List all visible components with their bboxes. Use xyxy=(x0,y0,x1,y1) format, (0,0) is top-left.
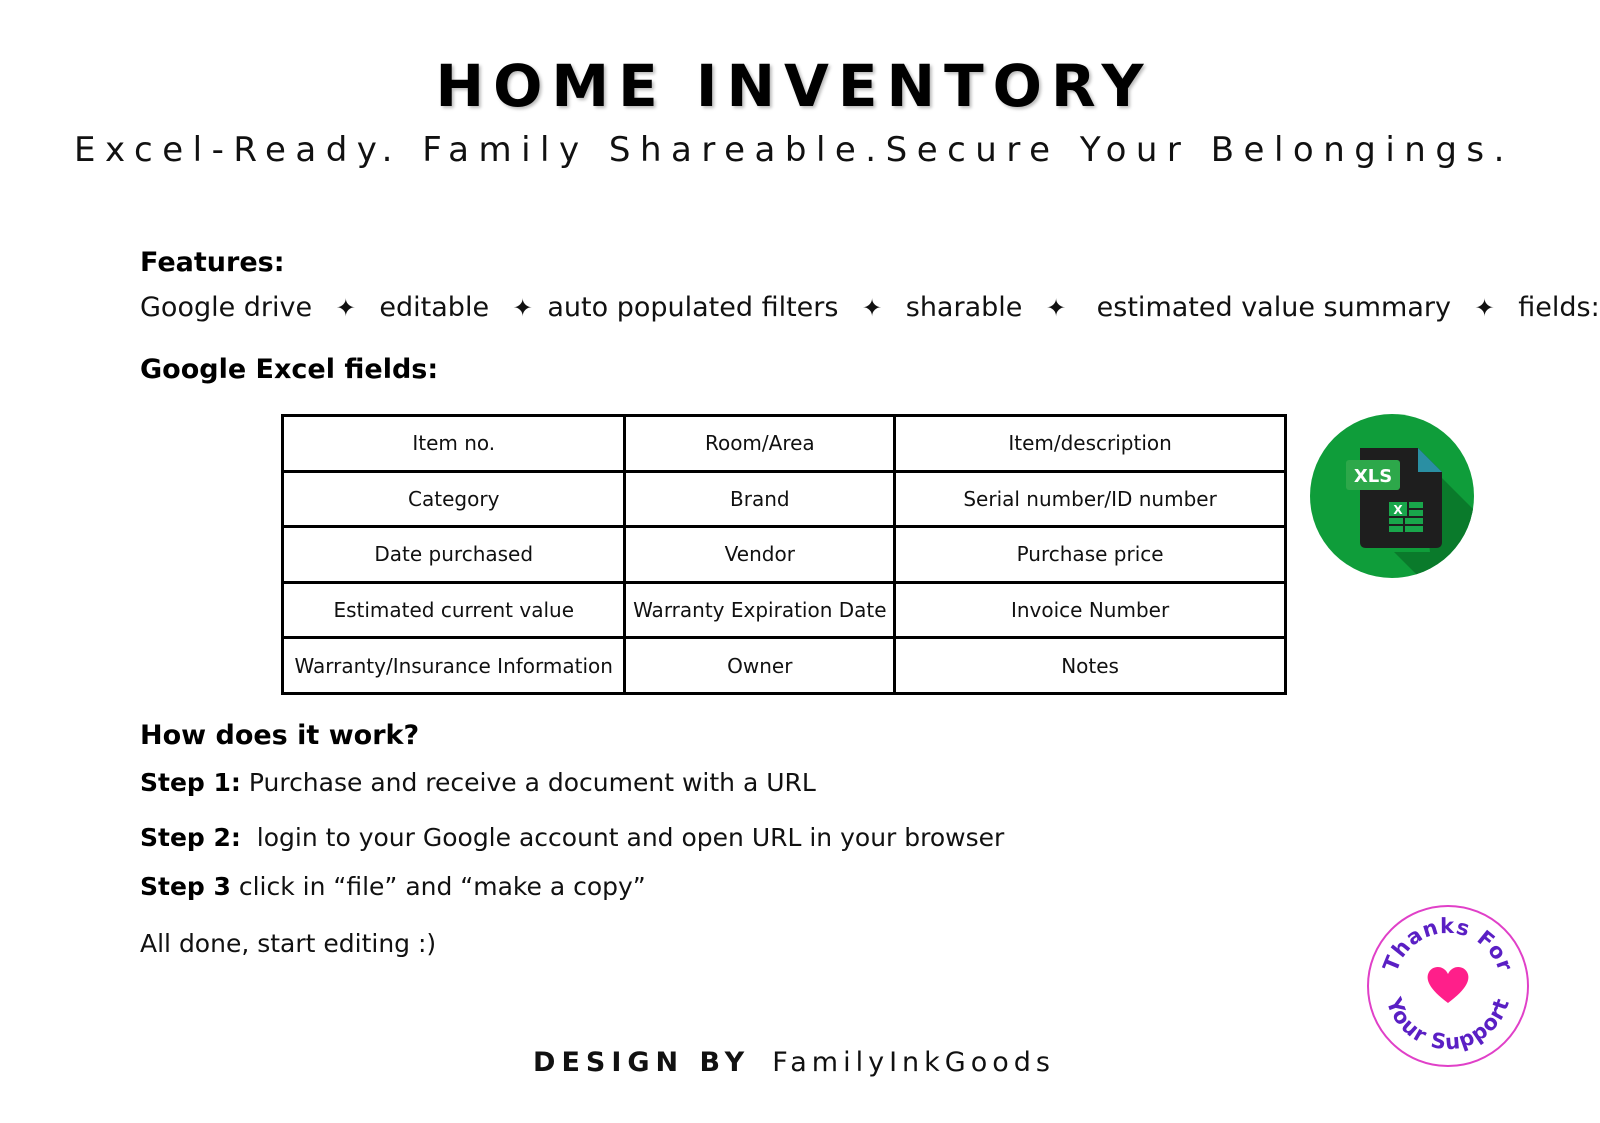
table-row xyxy=(283,582,1286,638)
footer xyxy=(0,1047,1588,1078)
excel-file-icon xyxy=(1310,414,1474,578)
step-label: Step 2: xyxy=(140,823,241,852)
table-cell: Category xyxy=(283,471,625,527)
xls-label: XLS xyxy=(1353,466,1393,487)
table-row xyxy=(283,416,1286,472)
table-cell: Warranty Expiration Date xyxy=(625,582,895,638)
table-cell: Invoice Number xyxy=(895,582,1286,638)
table-cell: Serial number/ID number xyxy=(895,471,1286,527)
step-3 xyxy=(140,872,646,901)
features-heading: Features: xyxy=(140,247,285,278)
feature-item: editable xyxy=(379,292,490,323)
grid-cell xyxy=(1409,510,1423,516)
sparkle-icon: ✦ xyxy=(335,294,356,322)
table-cell: Item/description xyxy=(895,416,1286,472)
step-1 xyxy=(140,768,816,797)
table-cell: Room/Area xyxy=(625,416,895,472)
table-row xyxy=(283,527,1286,583)
feature-item: sharable xyxy=(905,292,1023,323)
feature-item: estimated value summary xyxy=(1096,292,1451,323)
table-cell: Warranty/Insurance Information xyxy=(283,638,625,694)
feature-item: fields: xyxy=(1518,292,1600,323)
grid-cell xyxy=(1389,526,1403,532)
sparkle-icon: ✦ xyxy=(512,294,533,322)
table-cell: Vendor xyxy=(625,527,895,583)
grid-cell xyxy=(1405,518,1423,524)
table-cell: Purchase price xyxy=(895,527,1286,583)
sparkle-icon: ✦ xyxy=(1474,294,1495,322)
grid-cell xyxy=(1405,526,1423,532)
step-label: Step 3 xyxy=(140,872,231,901)
table-row xyxy=(283,638,1286,694)
how-heading: How does it work? xyxy=(140,720,420,751)
table-cell: Owner xyxy=(625,638,895,694)
fields-table xyxy=(281,414,1287,695)
step-text: Purchase and receive a document with a URL xyxy=(240,768,816,797)
brand-name: FamilyInkGoods xyxy=(772,1047,1055,1078)
feature-item: auto populated filters xyxy=(547,292,839,323)
step-text: login to your Google account and open URL in your browser xyxy=(240,823,1005,852)
fields-heading: Google Excel fields: xyxy=(140,354,439,385)
done-text: All done, start editing :) xyxy=(140,929,437,958)
step-2 xyxy=(140,823,1004,852)
page-subtitle: Excel-Ready. Family Shareable.Secure Your Belongings. xyxy=(74,130,1514,170)
table-row xyxy=(283,471,1286,527)
page-title: HOME INVENTORY xyxy=(435,52,1153,120)
x-mark: X xyxy=(1393,503,1403,517)
step-label: Step 1: xyxy=(140,768,241,797)
table-cell: Notes xyxy=(895,638,1286,694)
table-cell: Date purchased xyxy=(283,527,625,583)
stamp-top-text: Thanks For xyxy=(1378,913,1518,975)
sparkle-icon: ✦ xyxy=(1045,294,1067,322)
sparkle-icon: ✦ xyxy=(862,294,883,322)
table-cell: Brand xyxy=(625,471,895,527)
step-text: click in “file” and “make a copy” xyxy=(230,872,646,901)
table-cell: Estimated current value xyxy=(283,582,625,638)
stamp-bottom-text: Your Support xyxy=(1381,994,1515,1055)
grid-cell xyxy=(1409,502,1423,508)
feature-item: Google drive xyxy=(140,292,313,323)
design-by-label: DESIGN BY xyxy=(533,1047,751,1078)
features-list xyxy=(140,292,1600,323)
table-cell: Item no. xyxy=(283,416,625,472)
grid-cell xyxy=(1389,518,1403,524)
thanks-stamp xyxy=(1365,903,1531,1069)
